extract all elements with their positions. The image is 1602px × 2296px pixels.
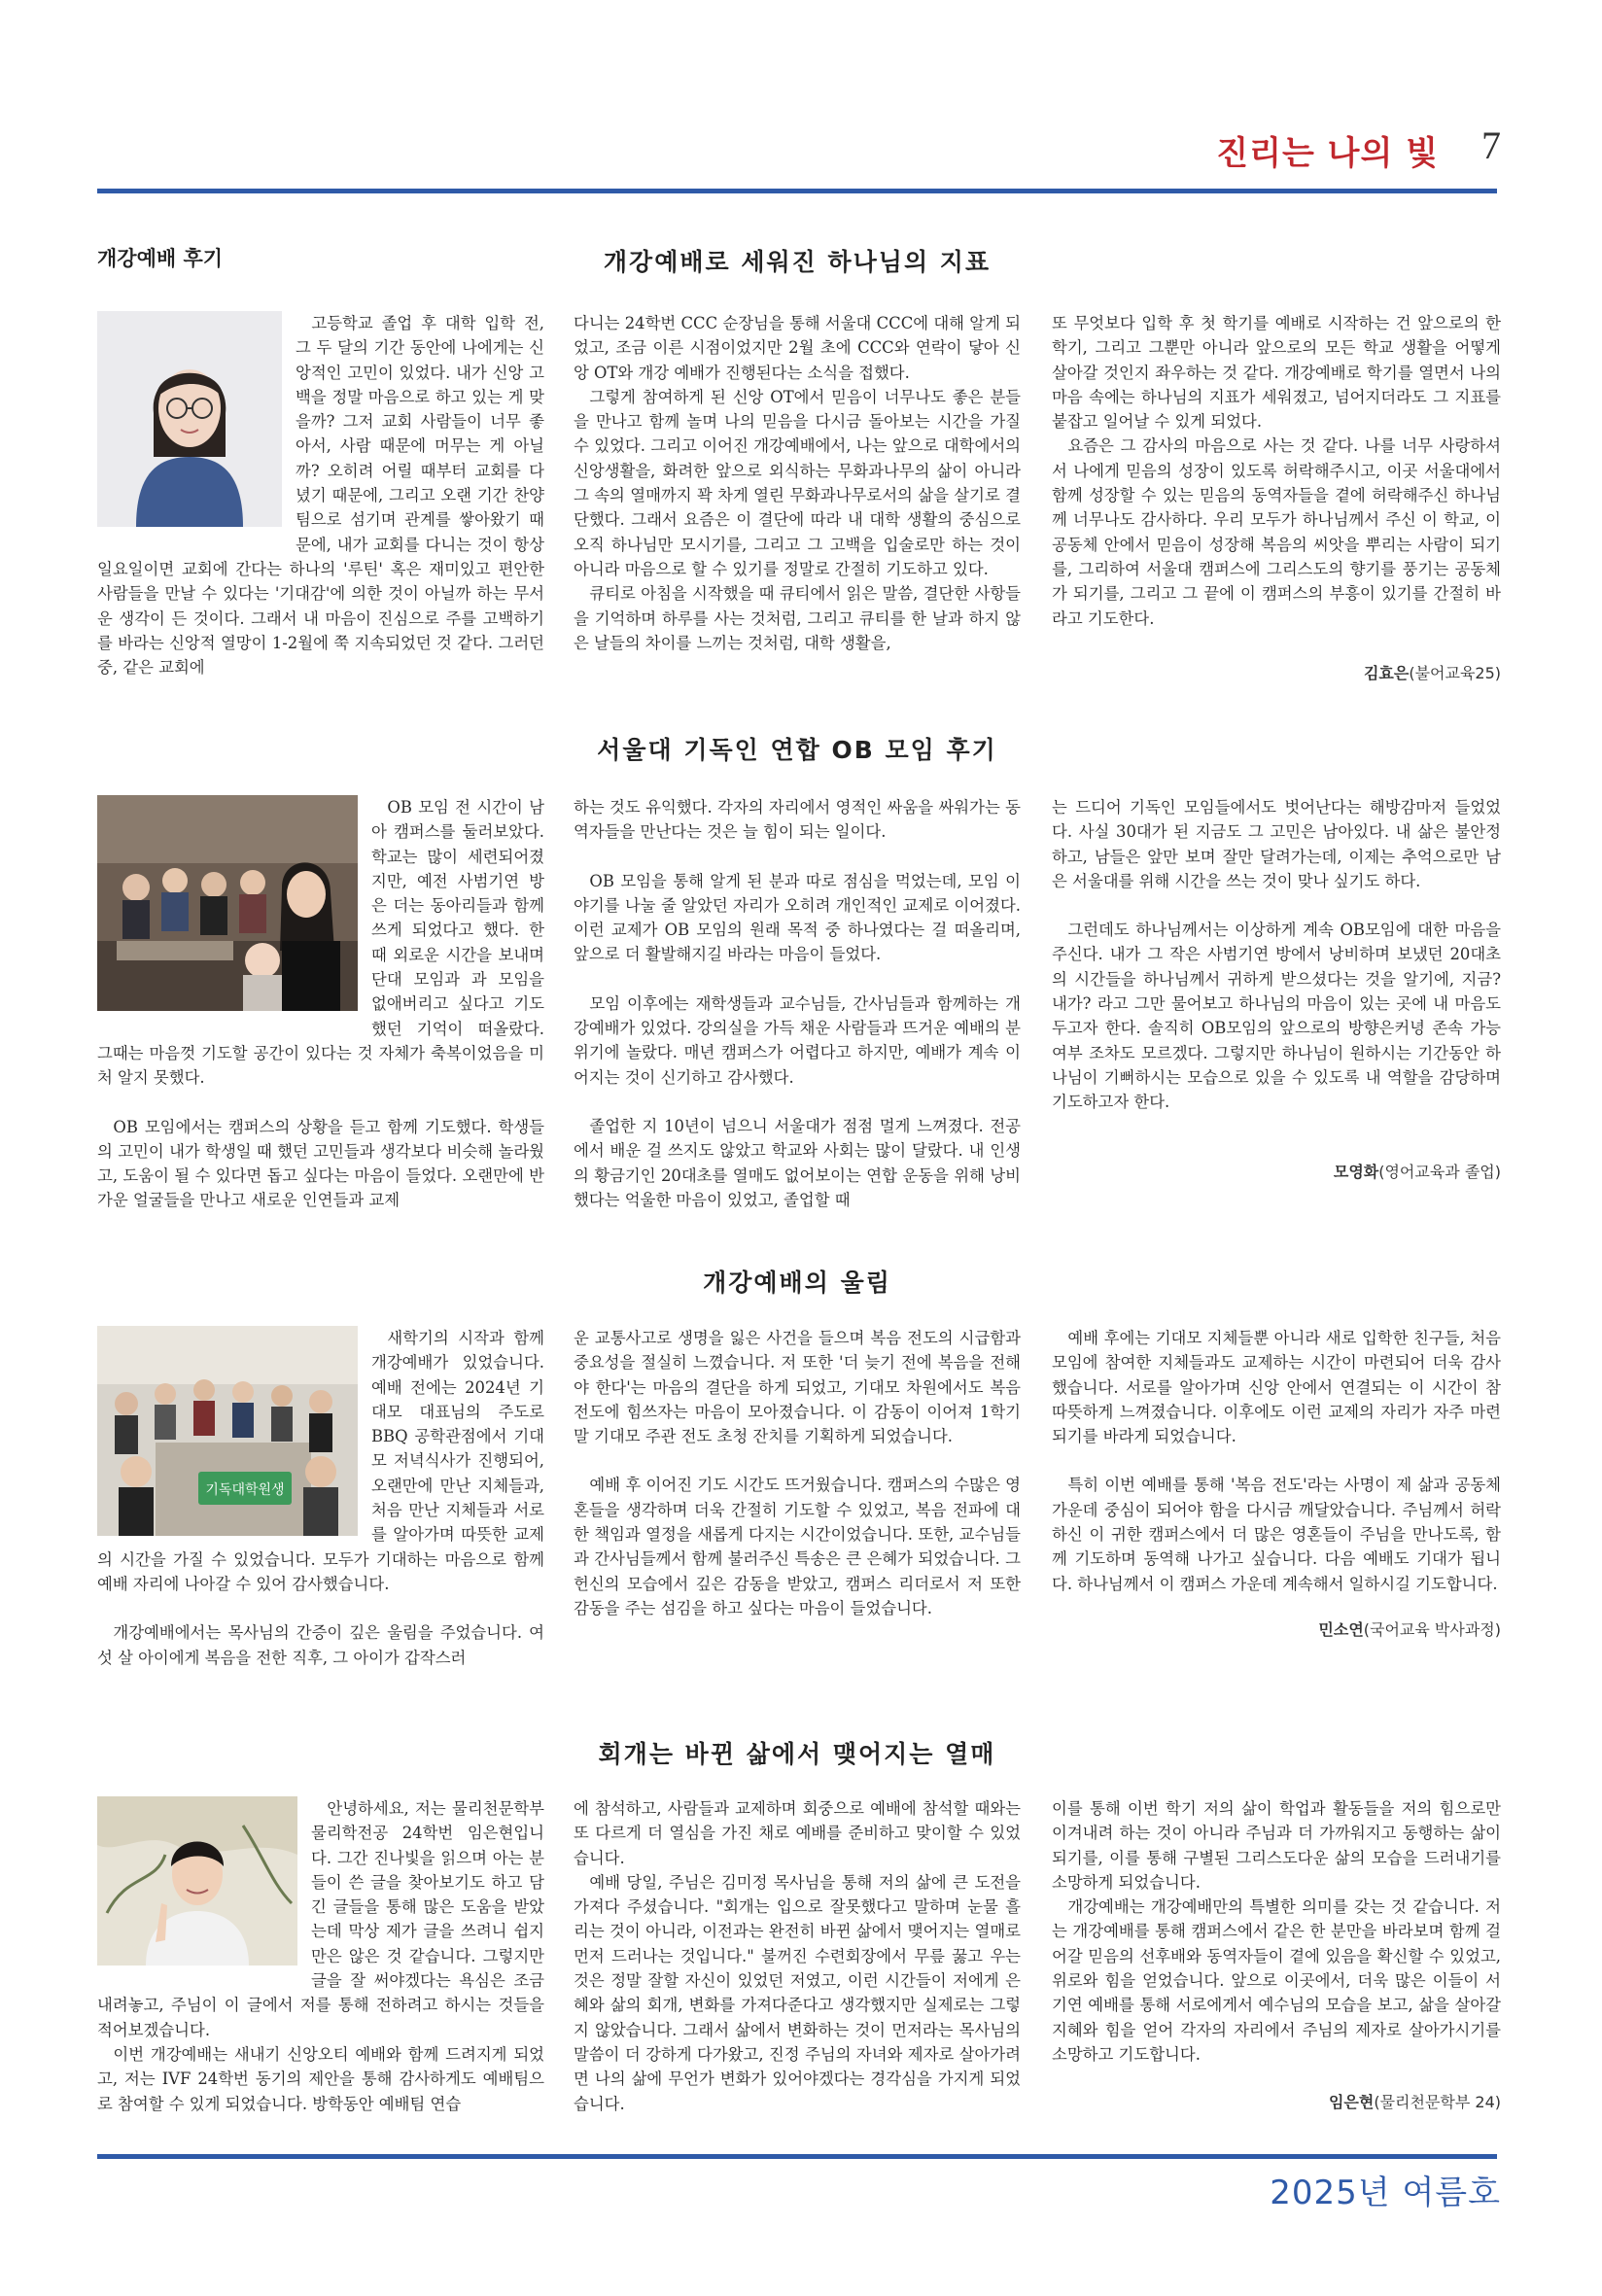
article-4-col-1-p2: 이번 개강예배는 새내기 신앙오티 예배와 함께 드려지게 되었고, 저는 IVF 24학번 동기의 제안을 통해 감사하게도 예배팀으로 참여할 수 있게 되었습니다. 방학동안 예배팀 연습 [97, 2044, 544, 2113]
article-2-col-2-p2: OB 모임을 통해 알게 된 분과 따로 점심을 먹었는데, 모임 이야기를 나눌 줄 알았던 자리가 오히려 개인적인 교제로 이어졌다. 이런 교제가 OB 모임의 원래 목적 중 하나였다는 걸 떠올리며, 앞으로 더 활발해지길 바라는 마음이 들었다. [574, 871, 1021, 964]
article-2-group-photo [97, 795, 358, 1011]
article-4-author-affil: (물리천문학부 24) [1374, 2093, 1501, 2111]
footer-rule [97, 2154, 1497, 2159]
article-2-author-name: 모영화 [1333, 1163, 1379, 1181]
article-2-title: 서울대 기독인 연합 OB 모임 후기 [597, 736, 997, 764]
article-1-author [1364, 661, 1501, 683]
article-4-col-2 [574, 1796, 1021, 2116]
article-2-col-2-p1: 하는 것도 유익했다. 각자의 자리에서 영적인 싸움을 싸워가는 동역자들을 만난다는 것은 늘 힘이 되는 일이다. [574, 798, 1021, 842]
article-3-author-affil: (국어교육 박사과정) [1363, 1620, 1501, 1639]
article-3-col-3-p2: 특히 이번 예배를 통해 '복음 전도'라는 사명이 제 삶과 공동체 가운데 중심이 되어야 함을 다시금 깨달았습니다. 주님께서 허락하신 이 귀한 캠퍼스에서 더 많은 영혼들이 주님을 만나도록, 함께 기도하며 동역해 나가고 싶습니다. 다음 예배도 기대가 됩니다. 하나님께서 이 캠퍼스 가운데 계속해서 일하시길 기도합니다. [1052, 1476, 1501, 1593]
article-2-col-2 [574, 795, 1021, 1212]
article-1-col-2 [574, 311, 1021, 655]
page-number: 7 [1481, 123, 1501, 167]
article-4-portrait [97, 1796, 297, 1966]
article-3-col-1 [97, 1326, 544, 1670]
article-4-col-1 [97, 1796, 544, 2116]
article-2-col-1 [97, 795, 544, 1213]
article-4-col-2-p2: 예배 당일, 주님은 김미정 목사님을 통해 저의 삶에 큰 도전을 가져다 주셨습니다. "회개는 입으로 잘못했다고 말하며 눈물 흘리는 것이 아니라, 이전과는 완전히 바뀐 삶에서 맺어지는 열매로 먼저 드러나는 것입니다." 불꺼진 수련회장에서 무릎 꿇고 우는 것은 정말 잘할 자신이 있었던 저였고, 이런 시간들이 저에게 은혜와 삶의 회개, 변화를 가져다준다고 생각했지만 실제로는 그렇지 않았습니다. 그래서 삶에서 변화하는 것이 먼저라는 목사님의 말씀이 더 강하게 다가왔고, 진정 주님의 자녀와 제자로 살아가려면 나의 삶에 무언가 변화가 있어야겠다는 경각심을 가지게 되었습니다. [574, 1872, 1021, 2113]
article-2-col-1-p1: OB 모임 전 시간이 남아 캠퍼스를 둘러보았다. 학교는 많이 세련되어졌지만, 예전 사범기연 방은 더는 동아리들과 함께 쓰게 되었다고 했다. 한때 외로운 시간을 보내며 단대 모임과 과 모임을 없애버리고 싶다고 기도했던 기억이 떠올랐다. 그때는 마음껏 기도할 공간이 있다는 것 자체가 축복이었음을 미처 알지 못했다. [97, 798, 544, 1088]
article-4-title: 회개는 바뀐 삶에서 맺어지는 열매 [598, 1740, 996, 1768]
article-3-col-1-p2: 개강예배에서는 목사님의 간증이 깊은 울림을 주었습니다. 여섯 살 아이에게 복음을 전한 직후, 그 아이가 갑작스러 [97, 1623, 544, 1667]
article-1-author-affil: (불어교육25) [1409, 664, 1501, 682]
header-title: 진리는 나의 빛 [1216, 134, 1439, 173]
article-2-col-3-p1: 는 드디어 기독인 모임들에서도 벗어난다는 해방감마저 들었었다. 사실 30대가 된 지금도 그 고민은 남아있다. 내 삶은 불안정하고, 남들은 앞만 보며 잘만 달려가는데, 이제는 추억으로만 남은 서울대를 위해 시간을 쓰는 것이 맞나 싶기도 하다. [1052, 798, 1501, 890]
article-4-col-3 [1052, 1796, 1501, 2067]
section-label: 개강예배 후기 [97, 247, 224, 270]
article-3-photo-sign: 기독대학원생 [205, 1482, 285, 1498]
article-3-author-name: 민소연 [1318, 1620, 1364, 1639]
article-2-col-3-p2: 그런데도 하나님께서는 이상하게 계속 OB모임에 대한 마음을 주신다. 내가 그 작은 사범기연 방에서 낭비하며 보냈던 20대초의 시간들을 하나님께서 귀하게 받으셨다는 것을 알기에, 지금? 내가? 라고 그만 물어보고 하나님의 마음이 있는 곳에 내 마음도 두고자 한다. 솔직히 OB모임의 앞으로의 방향은커녕 존속 가능 여부 조차도 모르겠다. 그렇지만 하나님이 원하시는 기간동안 하나님이 기뻐하시는 모습으로 있을 수 있도록 내 역할을 감당하며 기도하고자 한다. [1052, 921, 1501, 1112]
article-2-col-2-p3: 모임 이후에는 재학생들과 교수님들, 간사님들과 함께하는 개강예배가 있었다. 강의실을 가득 채운 사람들과 뜨거운 예배의 분위기에 놀랐다. 매년 캠퍼스가 어렵다고 하지만, 예배가 계속 이어지는 것이 신기하고 감사했다. [574, 993, 1021, 1087]
article-3-col-2-p2: 예배 후 이어진 기도 시간도 뜨거웠습니다. 캠퍼스의 수많은 영혼들을 생각하며 더욱 간절히 기도할 수 있었고, 복음 전파에 대한 책임과 열정을 새롭게 다지는 시간이었습니다. 또한, 교수님들과 간사님들께서 함께 불러주신 특송은 큰 은혜가 되었습니다. 그 헌신의 모습에서 깊은 감동을 받았고, 캠퍼스 리더로서 저 또한 감동을 주는 섬김을 하고 싶다는 마음이 들었습니다. [574, 1476, 1021, 1618]
article-4-col-1-p1: 안녕하세요, 저는 물리천문학부 물리학전공 24학번 임은현입니다. 그간 진나빛을 읽으며 아는 분들이 쓴 글을 찾아보기도 하고 담긴 글들을 통해 많은 도움을 받았는데 막상 제가 글을 쓰려니 쉽지만은 않은 것 같습니다. 그렇지만 글을 잘 써야겠다는 욕심은 조금 내려놓고, 주님이 이 글에서 저를 통해 전하려고 하시는 것들을 적어보겠습니다. [97, 1799, 544, 2039]
article-3-col-3-p1: 예배 후에는 기대모 지체들뿐 아니라 새로 입학한 친구들, 처음 모임에 참여한 지체들과도 교제하는 시간이 마련되어 더욱 감사했습니다. 서로를 알아가며 신앙 안에서 연결되는 이 시간이 참 따뜻하게 느껴졌습니다. 이후에도 이런 교제의 자리가 자주 마련되기를 바라게 되었습니다. [1052, 1329, 1501, 1446]
article-1-col-1-p1: 고등학교 졸업 후 대학 입학 전, 그 두 달의 기간 동안에 나에게는 신앙적인 고민이 있었다. 내가 신앙 고백을 정말 마음으로 하고 있는 게 맞을까? 그저 교회 사람들이 너무 좋아서, 사람 때문에 머무는 게 아닐까? 오히려 어릴 때부터 교회를 다녔기 때문에, 그리고 오랜 기간 찬양팀으로 섬기며 관계를 쌓아왔기 때문에, 내가 교회를 다니는 것이 항상 일요일이면 교회에 간다는 하나의 '루틴' 혹은 재미있고 편안한 사람들을 만날 수 있다는 '기대감'에 의한 것이 아닐까 하는 무서운 생각이 든 것이다. 그래서 내 마음이 진심으로 주를 고백하기를 바라는 신앙적 열망이 1-2월에 쭉 지속되었던 것 같다. 그러던 중, 같은 교회에 [97, 314, 544, 678]
article-2-col-1-p2: OB 모임에서는 캠퍼스의 상황을 듣고 함께 기도했다. 학생들의 고민이 내가 학생일 때 했던 고민들과 생각보다 비슷해 놀라웠고, 도움이 될 수 있다면 돕고 싶다는 마음이 들었다. 오랜만에 반가운 얼굴들을 만나고 새로운 인연들과 교제 [97, 1117, 544, 1210]
header-rule [97, 189, 1497, 193]
article-1-author-name: 김효은 [1363, 664, 1410, 682]
article-4-col-3-p1: 이를 통해 이번 학기 저의 삶이 학업과 활동들을 저의 힘으로만 이겨내려 하는 것이 아니라 주님과 더 가까워지고 동행하는 삶이 되기를, 이를 통해 구별된 그리스도다운 삶의 모습을 드러내기를 소망하게 되었습니다. [1052, 1799, 1501, 1892]
article-1-col-2-p3: 큐티로 아침을 시작했을 때 큐티에서 읽은 말씀, 결단한 사항들을 기억하며 하루를 사는 것처럼, 그리고 큐티를 한 날과 하지 않은 날들의 차이를 느끼는 것처럼, 대학 생활을, [574, 584, 1021, 652]
article-4-author [1329, 2090, 1501, 2112]
article-1-title: 개강예배로 세워진 하나님의 지표 [603, 248, 992, 276]
article-1-col-2-p2: 그렇게 참여하게 된 신앙 OT에서 믿음이 너무나도 좋은 분들을 만나고 함께 놀며 나의 믿음을 다시금 돌아보는 시간을 가질 수 있었다. 그리고 이어진 개강예배에서, 나는 앞으로 대학에서의 신앙생활을, 화려한 앞으로 외식하는 무화과나무의 삶이 아니라 그 속의 열매까지 꽉 차게 열린 무화과나무로서의 삶을 살기로 결단했다. 그래서 요즘은 이 결단에 따라 내 대학 생활의 중심으로 오직 하나님만 모시기를, 그리고 그 고백을 입술로만 하는 것이 아니라 마음으로 할 수 있기를 정말로 간절히 기도하고 있다. [574, 387, 1021, 578]
article-1-col-1 [97, 311, 544, 679]
article-3-col-2 [574, 1326, 1021, 1620]
article-4-author-name: 임은현 [1328, 2093, 1375, 2111]
article-3-col-3 [1052, 1326, 1501, 1596]
article-1-portrait [97, 311, 282, 527]
article-3-title: 개강예배의 울림 [703, 1269, 891, 1297]
article-3-group-photo [97, 1326, 358, 1536]
footer-issue: 2025년 여름호 [1270, 2174, 1501, 2212]
article-4-col-3-p2: 개강예배는 개강예배만의 특별한 의미를 갖는 것 같습니다. 저는 개강예배를 통해 캠퍼스에서 같은 한 분만을 바라보며 함께 걸어갈 믿음의 선후배와 동역자들이 곁에 있음을 확신할 수 있었고, 위로와 힘을 얻었습니다. 앞으로 이곳에서, 더욱 많은 이들이 서기연 예배를 통해 서로에게서 예수님의 모습을 보고, 삶을 살아갈 지혜와 힘을 얻어 각자의 자리에서 주님의 제자로 살아가시기를 소망하고 기도합니다. [1052, 1897, 1501, 2064]
article-1-col-2-p1: 다니는 24학번 CCC 순장님을 통해 서울대 CCC에 대해 알게 되었고, 조금 이른 시점이었지만 2월 초에 CCC와 연락이 닿아 신앙 OT와 개강 예배가 진행된다는 소식을 접했다. [574, 314, 1021, 382]
article-3-col-1-p1: 새학기의 시작과 함께 개강예배가 있었습니다. 예배 전에는 2024년 기대모 대표님의 주도로 BBQ 공학관점에서 기대모 저녁식사가 진행되어, 오랜만에 만난 지체들과, 처음 만난 지체들과 서로를 알아가며 따뜻한 교제의 시간을 가질 수 있었습니다. 모두가 기대하는 마음으로 함께 예배 자리에 나아갈 수 있어 감사했습니다. [97, 1329, 544, 1593]
article-3-author [1318, 1618, 1501, 1640]
article-2-col-3 [1052, 795, 1501, 1115]
article-2-author-affil: (영어교육과 졸업) [1378, 1163, 1501, 1181]
article-2-col-2-p4: 졸업한 지 10년이 넘으니 서울대가 점점 멀게 느껴졌다. 전공에서 배운 걸 쓰지도 않았고 학교와 사회는 많이 달랐다. 내 인생의 황금기인 20대초를 열매도 없어보이는 연합 운동을 위해 낭비했다는 억울한 마음이 있었고, 졸업할 때 [574, 1116, 1021, 1209]
article-1-col-3 [1052, 311, 1501, 631]
article-1-col-3-p2: 요즘은 그 감사의 마음으로 사는 것 같다. 나를 너무 사랑하셔서 나에게 믿음의 성장이 있도록 허락해주시고, 이곳 서울대에서 함께 성장할 수 있는 믿음의 동역자들을 곁에 허락해주신 하나님께 너무나도 감사하다. 우리 모두가 하나님께서 주신 이 학교, 이 공동체 안에서 믿음이 성장해 복음의 씨앗을 뿌리는 사람이 되기를, 그리하여 서울대 캠퍼스에 그리스도의 향기를 풍기는 공동체가 되기를, 그리고 그 끝에 이 캠퍼스의 부흥이 있기를 간절히 바라고 기도한다. [1052, 436, 1501, 628]
article-4-col-2-p1: 에 참석하고, 사람들과 교제하며 회중으로 예배에 참석할 때와는 또 다르게 더 열심을 가진 채로 예배를 준비하고 맞이할 수 있었습니다. [574, 1799, 1021, 1867]
article-2-author [1334, 1160, 1501, 1182]
article-3-col-2-p1: 운 교통사고로 생명을 잃은 사건을 들으며 복음 전도의 시급함과 중요성을 절실히 느꼈습니다. 저 또한 '더 늦기 전에 복음을 전해야 한다'는 마음의 결단을 하게 되었고, 기대모 차원에서도 복음 전도에 힘쓰자는 마음이 모아졌습니다. 이 감동이 이어져 1학기 말 기대모 주관 전도 초청 잔치를 기획하게 되었습니다. [574, 1329, 1021, 1446]
article-1-col-3-p1: 또 무엇보다 입학 후 첫 학기를 예배로 시작하는 건 앞으로의 한 학기, 그리고 그뿐만 아니라 앞으로의 모든 학교 생활을 어떻게 살아갈 것인지 좌우하는 것 같다. 개강예배로 학기를 열면서 나의 마음 속에는 하나님의 지표가 세워졌고, 넘어지더라도 그 지표를 붙잡고 일어날 수 있게 되었다. [1052, 314, 1501, 432]
